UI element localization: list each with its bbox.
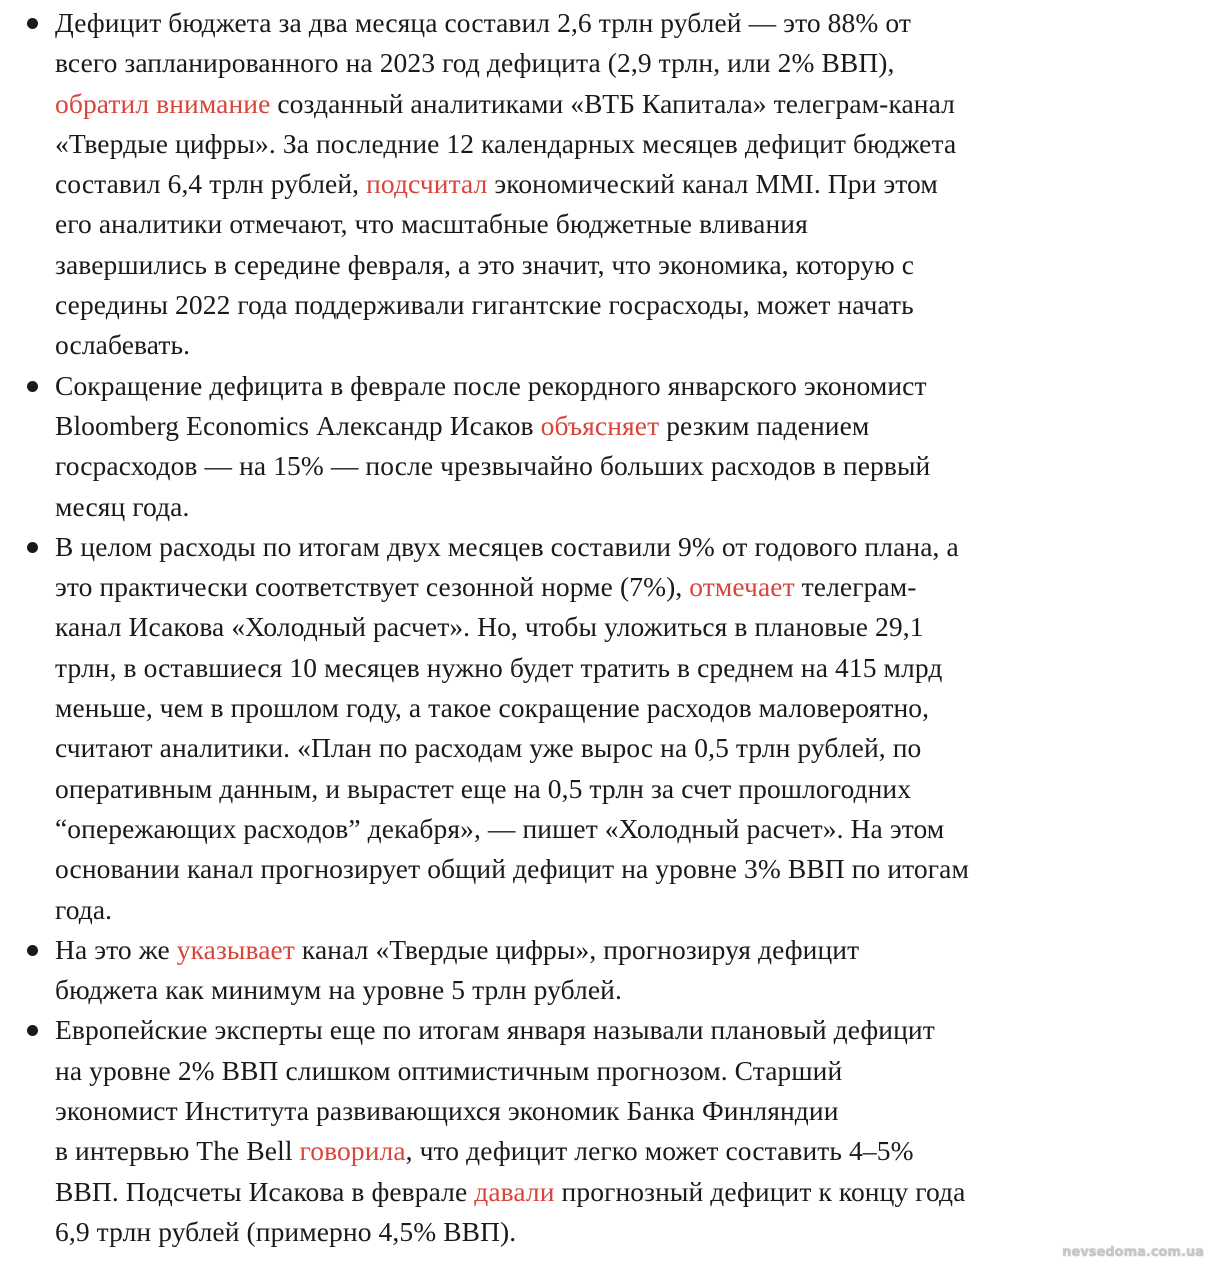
text-line	[55, 325, 1210, 365]
watermark: nevsedoma.com.ua	[1062, 1245, 1204, 1260]
text-segment: В целом расходы по итогам двух месяцев составили 9% от годового плана, а	[55, 530, 959, 562]
text-line	[55, 446, 1210, 486]
text-segment: ВВП. Подсчеты Исакова в феврале	[55, 1175, 475, 1207]
text-line	[55, 164, 1210, 204]
text-line	[55, 1212, 1210, 1252]
text-line	[55, 527, 1210, 567]
text-segment: прогнозный дефицит к концу года	[554, 1175, 966, 1207]
text-segment: канал «Твердые цифры», прогнозируя дефицит	[294, 933, 860, 965]
text-line	[55, 43, 1210, 83]
inline-link[interactable]: говорила	[299, 1135, 406, 1167]
text-segment: созданный аналитиками «ВТБ Капитала» телеграм-канал	[270, 87, 955, 119]
text-line	[55, 970, 1210, 1010]
text-segment: его аналитики отмечают, что масштабные бюджетные вливания	[55, 208, 808, 240]
text-line	[55, 366, 1210, 406]
text-line	[55, 648, 1210, 688]
list-item	[0, 366, 1210, 527]
bullet-icon	[27, 18, 38, 29]
bullet-icon	[27, 1025, 38, 1036]
text-segment: На это же	[55, 933, 177, 965]
text-segment: середины 2022 года поддерживали гигантские госрасходы, может начать	[55, 289, 914, 321]
inline-link[interactable]: обратил внимание	[55, 87, 271, 119]
text-segment: Дефицит бюджета за два месяца составил 2,6 трлн рублей — это 88% от	[55, 7, 911, 38]
text-segment: это практически соответствует сезонной норме (7%),	[55, 571, 690, 603]
text-segment: Bloomberg Economics Александр Исаков	[55, 409, 541, 441]
text-line	[55, 84, 1210, 124]
text-segment: оперативным данным, и вырастет еще на 0,5 трлн за счет прошлогодних	[55, 772, 912, 804]
inline-link[interactable]: объясняет	[540, 409, 660, 441]
text-segment: считают аналитики. «План по расходам уже вырос на 0,5 трлн рублей, по	[55, 732, 922, 764]
list-item	[0, 930, 1210, 1011]
text-line	[55, 930, 1210, 970]
text-segment: госрасходов — на 15% — после чрезвычайно больших расходов в первый	[55, 450, 931, 482]
text-segment: месяц года.	[55, 490, 190, 522]
text-segment: завершились в середине февраля, а это значит, что экономика, которую с	[55, 248, 915, 280]
bullet-icon	[27, 381, 38, 392]
text-segment: Европейские эксперты еще по итогам января называли плановый дефицит	[55, 1014, 935, 1046]
text-segment: в интервью The Bell	[55, 1135, 300, 1167]
text-line	[55, 849, 1210, 889]
text-segment: всего запланированного на 2023 год дефицита (2,9 трлн, или 2% ВВП),	[55, 47, 895, 79]
bullet-icon	[27, 542, 38, 553]
text-segment: экономический канал MMI. При этом	[487, 168, 938, 200]
text-segment: меньше, чем в прошлом году, а такое сокращение расходов маловероятно,	[55, 692, 930, 724]
list-item	[0, 527, 1210, 930]
text-line	[55, 1172, 1210, 1212]
text-segment: года.	[55, 893, 113, 925]
text-segment: “опережающих расходов” декабря», — пишет «Холодный расчет». На этом	[55, 812, 945, 844]
text-segment: , что дефицит легко может составить 4–5%	[405, 1135, 914, 1167]
text-line	[55, 204, 1210, 244]
text-segment: на уровне 2% ВВП слишком оптимистичным прогнозом. Старший	[55, 1054, 843, 1086]
text-line	[55, 285, 1210, 325]
article-bullet-list	[0, 3, 1210, 1252]
text-segment: трлн, в оставшиеся 10 месяцев нужно будет тратить в среднем на 415 млрд	[55, 651, 943, 683]
text-segment: ослабевать.	[55, 329, 191, 361]
text-segment: основании канал прогнозирует общий дефицит на уровне 3% ВВП по итогам	[55, 853, 969, 885]
text-segment: бюджета как минимум на уровне 5 трлн рублей.	[55, 974, 622, 1006]
text-line	[55, 728, 1210, 768]
inline-link[interactable]: подсчитал	[366, 168, 488, 200]
text-segment: экономист Института развивающихся экономик Банка Финляндии	[55, 1095, 839, 1127]
text-segment: Сокращение дефицита в феврале после рекордного январского экономист	[55, 369, 927, 401]
inline-link[interactable]: давали	[474, 1175, 555, 1207]
text-segment: телеграм-	[794, 571, 917, 603]
list-item	[0, 3, 1210, 366]
text-line	[55, 1091, 1210, 1131]
text-line	[55, 809, 1210, 849]
text-segment: канал Исакова «Холодный расчет». Но, чтобы уложиться в плановые 29,1	[55, 611, 924, 643]
text-line	[55, 487, 1210, 527]
text-line	[55, 1131, 1210, 1171]
text-line	[55, 1051, 1210, 1091]
text-line	[55, 688, 1210, 728]
inline-link[interactable]: отмечает	[689, 571, 795, 603]
text-segment: составил 6,4 трлн рублей,	[55, 168, 367, 200]
text-line	[55, 890, 1210, 930]
bullet-icon	[27, 945, 38, 956]
text-line	[55, 124, 1210, 164]
text-line	[55, 769, 1210, 809]
text-line	[55, 406, 1210, 446]
text-line	[55, 607, 1210, 647]
text-line	[55, 3, 1210, 43]
inline-link[interactable]: указывает	[176, 933, 295, 965]
text-segment: резким падением	[659, 409, 870, 441]
text-line	[55, 1010, 1210, 1050]
text-segment: «Твердые цифры». За последние 12 календарных месяцев дефицит бюджета	[55, 127, 957, 159]
text-segment: 6,9 трлн рублей (примерно 4,5% ВВП).	[55, 1215, 517, 1247]
text-line	[55, 245, 1210, 285]
list-item	[0, 1010, 1210, 1252]
text-line	[55, 567, 1210, 607]
